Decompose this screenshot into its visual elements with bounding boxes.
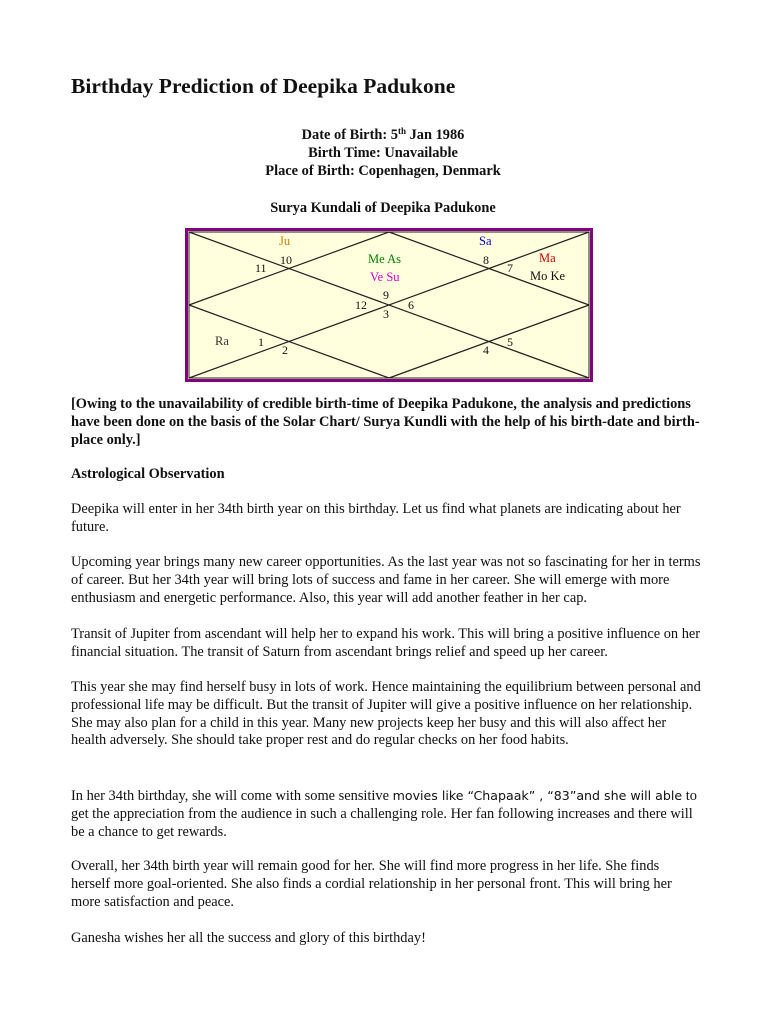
house-number: 4	[483, 343, 489, 357]
house-number: 8	[483, 253, 489, 267]
paragraph: Deepika will enter in her 34th birth year on this birthday. Let us find what planets are indicating about her future.	[71, 501, 681, 535]
dob-suffix: Jan 1986	[405, 127, 465, 143]
paragraph	[71, 787, 701, 841]
paragraph: Overall, her 34th birth year will remain good for her. She will find more progress in her life. She finds herself more goal-oriented. She also finds a cordial relationship in her personal front. This will bring her more satisfaction and peace.	[71, 858, 672, 910]
planet-me-as: Me As	[368, 252, 401, 266]
kundali-svg	[185, 228, 593, 382]
house-number: 1	[258, 335, 264, 349]
birth-time-note: [Owing to the unavailability of credible birth-time of Deepika Padukone, the analysis and predictions have been done on the basis of the Solar Chart/ Surya Kundli with the help of his birth-date and birth-place only.]	[71, 396, 700, 448]
planet-mo-ke: Mo Ke	[530, 269, 566, 283]
house-number: 11	[255, 261, 267, 275]
page-title: Birthday Prediction of Deepika Padukone	[71, 74, 456, 98]
house-number: 7	[507, 261, 513, 275]
house-number: 10	[280, 253, 292, 267]
place-of-birth: Place of Birth: Copenhagen, Denmark	[265, 163, 501, 179]
paragraph: Ganesha wishes her all the success and glory of this birthday!	[71, 930, 426, 946]
planet-sa: Sa	[479, 234, 492, 248]
date-of-birth	[71, 126, 695, 144]
dob-suffix-sup: th	[397, 126, 406, 136]
planet-ra: Ra	[215, 334, 229, 348]
birth-time: Birth Time: Unavailable	[308, 145, 458, 161]
kundali-title: Surya Kundali of Deepika Padukone	[270, 200, 496, 216]
paragraph-text-alt-font: movies like “Chapaak” , “83”and she will able	[392, 788, 683, 803]
planet-ve-su: Ve Su	[370, 270, 400, 284]
planet-ju: Ju	[279, 234, 291, 248]
house-number: 2	[282, 343, 288, 357]
paragraph-text: In her 34th birthday, she will come with some sensitive	[71, 788, 393, 804]
house-number: 9	[383, 288, 389, 302]
dob-prefix: Date of Birth: 5	[301, 127, 398, 143]
paragraph-text: to get the appreciation from the audience in such a challenging role. Her fan following increases and there will be a chance to get rewards.	[71, 788, 697, 840]
kundali-chart	[185, 228, 593, 382]
paragraph: This year she may find herself busy in lots of work. Hence maintaining the equilibrium between personal and professional life may be difficult. But the transit of Jupiter will give a positive influence on her relationship. She may also plan for a child in this year. Many new projects keep her busy and this will also affect her health adversely. She should take proper rest and do regular checks on her food habits.	[71, 679, 701, 749]
house-number: 6	[408, 298, 414, 312]
house-number: 12	[355, 298, 367, 312]
house-number: 3	[383, 307, 389, 321]
paragraph: Transit of Jupiter from ascendant will help her to expand his work. This will bring a positive influence on her financial situation. The transit of Saturn from ascendant brings relief and speed up her career.	[71, 626, 701, 660]
section-heading: Astrological Observation	[71, 466, 225, 482]
house-number: 5	[507, 335, 513, 349]
paragraph: Upcoming year brings many new career opportunities. As the last year was not so fascinating for her in terms of career. But her 34th year will bring lots of success and fame in her career. She will emerge with more enthusiasm and energetic performance. Also, this year will add another feather in her cap.	[71, 554, 701, 606]
planet-ma: Ma	[539, 251, 556, 265]
